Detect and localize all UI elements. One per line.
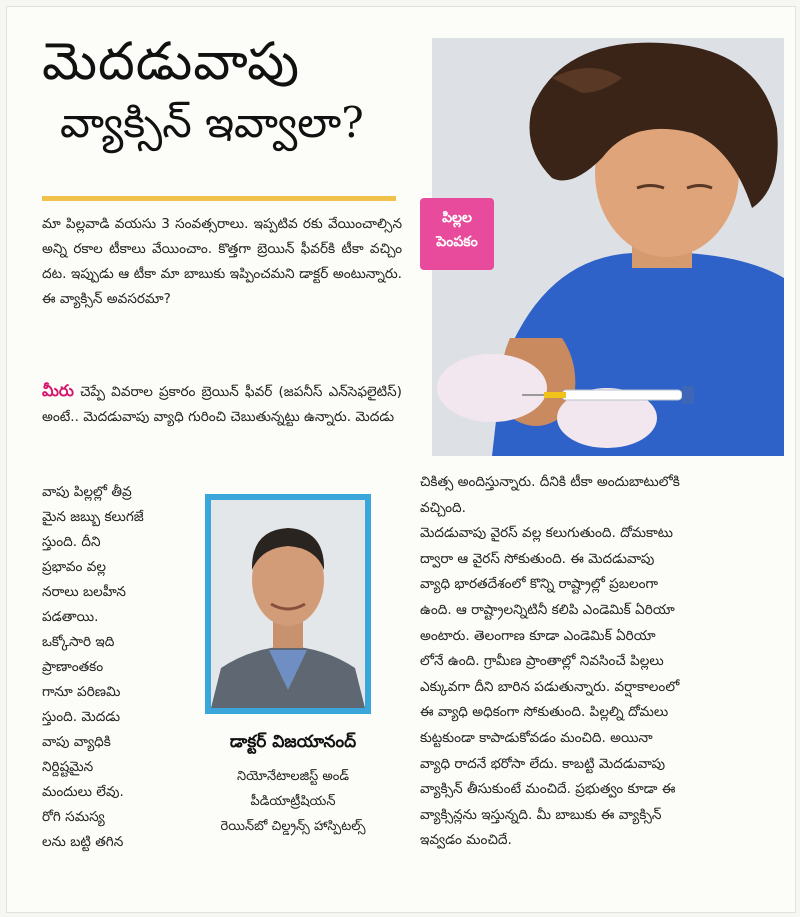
- text-line: పడతాయి.: [42, 609, 99, 625]
- section-badge: [420, 198, 494, 270]
- doctor-photo: [205, 494, 371, 714]
- text-line: వాపు పిల్లల్లో తీవ్ర: [42, 484, 132, 500]
- text-line: మైన జబ్బు కలుగజే: [42, 509, 144, 525]
- text-line: వ్యాధి భారతదేశంలో కొన్ని రాష్ట్రాల్లో ప్రబలంగా: [420, 576, 659, 593]
- headline-line-2: వ్యాక్సిన్ ఇవ్వాలా?: [60, 98, 364, 147]
- text-line: వ్యాక్సిన్ తీసుకుంటే మంచిదే. ప్రభుత్వం కూడా ఈ: [420, 781, 676, 798]
- text-line: ఇవ్వడం మంచిదే.: [420, 832, 512, 849]
- text-line: లోనే ఉంది. గ్రామీణ ప్రాంతాల్లో నివసించే పిల్లలు: [420, 653, 664, 670]
- text-line: ప్రభావం వల్ల: [42, 559, 106, 575]
- text-line: స్తుంది. దీని: [42, 534, 101, 550]
- text-line: ప్రాణాంతకం: [42, 659, 104, 675]
- text-line: వచ్చింది.: [420, 499, 466, 516]
- reader-question: మా పిల్లవాడి వయసు 3 సంవత్సరాలు. ఇప్పటివ రకు వేయించాల్సిన అన్ని రకాల టీకాలు వేయించాం. కొత్తగా బ్రెయిన్ ఫీవర్‌కి టీకా వచ్చిం దట. ఇప్పుడు ఆ టీకా మా బాబుకు ఇప్పించమని డాక్టర్ అంటున్నారు. ఈ వ్యాక్సిన్ అవసరమా?: [42, 216, 402, 307]
- doctor-credentials: [178, 764, 408, 839]
- text-line: ఎక్కువగా దీని బారిన పడుతున్నారు. వర్షాకాలంలో: [420, 678, 680, 695]
- text-line: లను బట్టి తగిన: [42, 834, 124, 850]
- text-line: వాపు వ్యాధికి: [42, 734, 111, 750]
- text-line: గానూ పరిణమి: [42, 684, 121, 700]
- badge-line-1: పిల్లల: [442, 210, 472, 226]
- text-line: ఒక్కోసారి ఇది: [42, 634, 115, 650]
- badge-line-2: పెంపకం: [436, 234, 478, 250]
- text-line: చికిత్స అందిస్తున్నారు. దీనికి టీకా అందుబాటులోకి: [420, 474, 680, 490]
- text-line: వ్యాక్సిన్లను ఇస్తున్నది. మీ బాబుకు ఈ వ్యాక్సిన్: [420, 806, 662, 823]
- text-line: స్తుంది. మెదడు: [42, 709, 121, 725]
- answer-intro: [42, 378, 402, 430]
- text-line: నరాలు బలహీన: [42, 584, 126, 600]
- text-line: వ్యాధి రాదనే భరోసా లేదు. కాబట్టి మెదడువాపు: [420, 755, 666, 772]
- text-line: కుట్టకుండా కాపాడుకోవడం మంచిది. అయినా: [420, 729, 653, 746]
- text-line: మెదడువాపు వైరస్ వల్ల కలుగుతుంది. దోమకాటు: [420, 525, 673, 542]
- headline-line-1: మెదడువాపు: [42, 32, 300, 92]
- doctor-name: డాక్టర్ విజయానంద్: [229, 732, 357, 752]
- doctor-title-2: పీడియాట్రీషియన్: [250, 794, 336, 809]
- answer-lead-word: మీరు: [42, 381, 74, 400]
- answer-intro-text: చెప్పే వివరాల ప్రకారం బ్రెయిన్ ఫీవర్ (జపనీస్ ఎన్‌సెఫలైటిస్) అంటే.. మెదడువాపు వ్యాధి గురించి చెబుతున్నట్టు ఉన్నారు. మెదడు: [42, 384, 402, 425]
- text-line: ద్వారా ఆ వైరస్ సోకుతుంది. ఈ మెదడువాపు: [420, 550, 655, 567]
- text-line: ఈ వ్యాధి అధికంగా సోకుతుంది. పిల్లల్ని దోమలు: [420, 704, 669, 721]
- headline-rule: [42, 196, 396, 201]
- headline: [42, 30, 402, 152]
- doctor-hospital: రెయిన్‌బో చిల్డ్రన్స్ హాస్పిటల్స్: [220, 819, 366, 834]
- answer-left-column: [42, 480, 170, 855]
- text-line: రోగి సమస్య: [42, 809, 105, 825]
- doctor-title-1: నియోనేటాలజిస్ట్ అండ్: [237, 769, 349, 784]
- text-line: అంటారు. తెలంగాణ కూడా ఎండెమిక్ ఏరియా: [420, 627, 656, 644]
- text-line: ఉంది. ఆ రాష్ట్రాలన్నిటినీ కలిపి ఎండెమిక్ ఏరియా: [420, 601, 675, 618]
- answer-right-column: [420, 470, 790, 854]
- text-line: మందులు లేవు.: [42, 784, 124, 800]
- text-line: నిర్దిష్టమైన: [42, 759, 94, 775]
